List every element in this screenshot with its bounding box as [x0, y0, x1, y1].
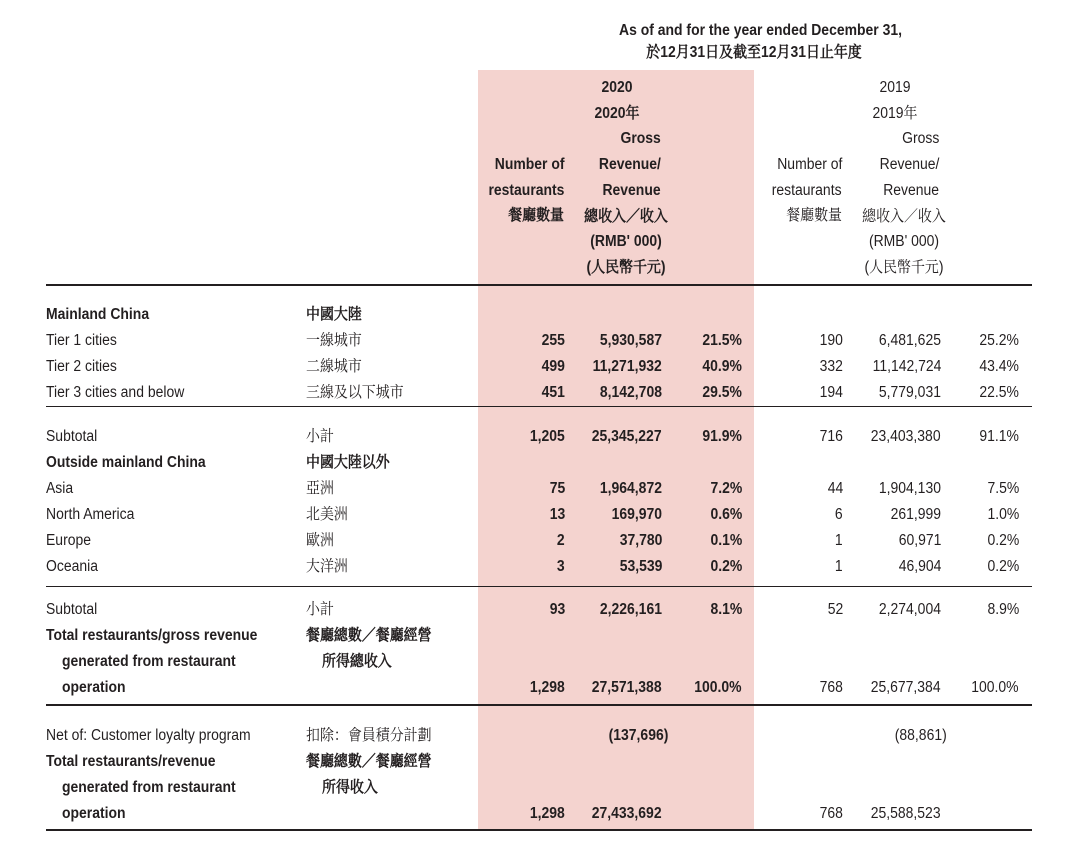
row-label-zh: 大洋洲 — [306, 558, 348, 575]
row-label: Outside mainland China — [46, 454, 206, 471]
column-year: 2019 — [879, 79, 911, 96]
cell-share-2020: 29.5% — [702, 384, 742, 401]
cell-revenue-2020: 37,780 — [619, 532, 662, 549]
cell-restaurants-2019: 6 — [835, 506, 843, 523]
cell-share-2020: 7.2% — [710, 480, 742, 497]
revenue-column-header: Revenue/ — [598, 156, 661, 174]
cell-revenue-2019: 60,971 — [898, 532, 941, 549]
cell-restaurants-2019: 44 — [827, 480, 843, 497]
revenue-column-header: Revenue/ — [879, 156, 939, 174]
cell-restaurants-2019: 332 — [819, 358, 843, 375]
cell-share-2020: 21.5% — [702, 332, 742, 349]
revenue-column-header: Gross — [620, 130, 661, 148]
row-label: generated from restaurant — [62, 652, 236, 670]
section-rule — [46, 586, 1032, 587]
row-label: Europe — [46, 532, 91, 549]
cell-revenue-2019: 2,274,004 — [878, 601, 941, 618]
revenue-column-header: (RMB' 000) — [868, 233, 940, 251]
cell-restaurants-2019: 768 — [819, 804, 843, 822]
cell-revenue-2020: (137,696) — [608, 727, 668, 744]
restaurants-column-header: 餐廳數量 — [508, 207, 564, 225]
revenue-column-header: Revenue — [602, 181, 661, 199]
cell-revenue-2019: 5,779,031 — [878, 384, 941, 401]
row-label-zh: 北美洲 — [306, 506, 348, 523]
row-label-zh: 小計 — [306, 428, 334, 445]
revenue-column-header: 總收入／收入 — [862, 207, 946, 225]
cell-restaurants-2019: 52 — [827, 601, 843, 618]
cell-share-2019: 8.9% — [987, 601, 1019, 618]
row-label-zh: 所得總收入 — [322, 652, 392, 670]
cell-share-2019: 25.2% — [979, 332, 1019, 349]
cell-restaurants-2020: 2 — [557, 532, 565, 549]
row-label: Asia — [46, 480, 74, 497]
row-label: Oceania — [46, 558, 98, 575]
cell-restaurants-2020: 75 — [549, 480, 565, 497]
cell-revenue-2020: 2,226,161 — [599, 601, 662, 618]
cell-restaurants-2019: 190 — [819, 332, 843, 349]
revenue-column-header: (人民幣千元) — [864, 258, 944, 276]
cell-restaurants-2020: 3 — [557, 558, 565, 575]
column-year-zh: 2020年 — [594, 104, 640, 122]
cell-share-2019: 43.4% — [979, 358, 1019, 375]
cell-revenue-2019: 11,142,724 — [872, 358, 941, 375]
restaurants-column-header: restaurants — [772, 181, 842, 199]
row-label: Total restaurants/gross revenue — [46, 627, 258, 644]
cell-share-2019: 91.1% — [979, 428, 1019, 445]
row-label: Tier 2 cities — [46, 358, 117, 375]
cell-revenue-2020: 169,970 — [611, 506, 662, 523]
cell-restaurants-2020: 93 — [549, 601, 565, 618]
cell-revenue-2019: 25,588,523 — [871, 804, 941, 822]
section-rule — [46, 406, 1032, 407]
cell-restaurants-2020: 13 — [549, 506, 565, 523]
restaurants-column-header: Number of — [494, 156, 564, 173]
cell-revenue-2020: 8,142,708 — [599, 384, 662, 401]
restaurants-column-header: 餐廳數量 — [786, 207, 842, 225]
row-label: Mainland China — [46, 306, 150, 323]
cell-share-2020: 0.2% — [710, 558, 742, 575]
period-title-zh: 於12月31日及截至12月31日止年度 — [646, 44, 862, 61]
row-label: generated from restaurant — [62, 778, 236, 796]
row-label-zh: 中國大陸 — [306, 306, 362, 323]
cell-restaurants-2019: 768 — [819, 678, 843, 696]
row-label: operation — [62, 678, 126, 696]
cell-share-2020: 100.0% — [694, 678, 742, 696]
revenue-column-header: Gross — [901, 130, 939, 148]
cell-restaurants-2020: 499 — [541, 358, 565, 375]
header-rule — [46, 284, 1032, 286]
cell-revenue-2019: 23,403,380 — [871, 428, 941, 445]
row-label: Tier 1 cities — [46, 332, 117, 349]
cell-revenue-2019: 6,481,625 — [878, 332, 941, 349]
row-label-zh: 一線城市 — [306, 332, 362, 349]
row-label: Total restaurants/revenue — [46, 753, 216, 770]
cell-revenue-2020: 27,571,388 — [592, 678, 662, 696]
cell-revenue-2019: 46,904 — [898, 558, 941, 575]
cell-share-2020: 0.1% — [710, 532, 742, 549]
revenue-column-header: 總收入／收入 — [584, 207, 668, 225]
cell-revenue-2019: 1,904,130 — [878, 480, 941, 497]
row-label-zh: 二線城市 — [306, 358, 362, 375]
row-label: North America — [46, 506, 135, 523]
cell-revenue-2019: (88,861) — [895, 727, 947, 744]
row-label-zh: 中國大陸以外 — [306, 454, 390, 471]
row-label-zh: 餐廳總數／餐廳經營 — [306, 753, 432, 770]
cell-restaurants-2019: 194 — [819, 384, 843, 401]
cell-share-2019: 0.2% — [987, 558, 1019, 575]
row-label-zh: 所得收入 — [322, 778, 378, 796]
row-label-zh: 三線及以下城市 — [306, 384, 404, 401]
row-label: Subtotal — [46, 601, 98, 618]
revenue-column-header: Revenue — [883, 181, 939, 199]
cell-revenue-2020: 25,345,227 — [592, 428, 662, 445]
cell-revenue-2020: 5,930,587 — [599, 332, 662, 349]
cell-restaurants-2020: 1,205 — [530, 428, 565, 445]
revenue-column-header: (人民幣千元) — [586, 258, 666, 276]
cell-share-2020: 91.9% — [702, 428, 742, 445]
column-year-zh: 2019年 — [872, 104, 918, 122]
cell-revenue-2019: 261,999 — [890, 506, 941, 523]
cell-share-2019: 7.5% — [987, 480, 1019, 497]
period-title: As of and for the year ended December 31, — [619, 22, 902, 39]
cell-restaurants-2020: 1,298 — [530, 678, 565, 696]
restaurants-column-header: Number of — [776, 156, 842, 173]
cell-restaurants-2019: 716 — [819, 428, 843, 445]
cell-revenue-2020: 53,539 — [619, 558, 662, 575]
row-label-zh: 扣除：會員積分計劃 — [306, 727, 432, 744]
cell-revenue-2020: 11,271,932 — [592, 358, 662, 375]
cell-share-2020: 40.9% — [702, 358, 742, 375]
bottom-rule — [46, 829, 1032, 831]
row-label-zh: 餐廳總數／餐廳經營 — [306, 627, 432, 644]
cell-restaurants-2020: 1,298 — [530, 804, 565, 822]
revenue-column-header: (RMB' 000) — [590, 233, 662, 251]
cell-share-2019: 0.2% — [987, 532, 1019, 549]
row-label: Subtotal — [46, 428, 98, 445]
cell-share-2019: 22.5% — [979, 384, 1019, 401]
row-label-zh: 亞洲 — [306, 480, 334, 497]
row-label-zh: 歐洲 — [306, 532, 334, 549]
row-label-zh: 小計 — [306, 601, 334, 618]
cell-revenue-2019: 25,677,384 — [871, 678, 941, 696]
cell-restaurants-2020: 451 — [541, 384, 565, 401]
row-label: Net of: Customer loyalty program — [46, 727, 251, 744]
restaurants-column-header: restaurants — [488, 181, 564, 199]
cell-restaurants-2019: 1 — [835, 558, 843, 575]
row-label: operation — [62, 804, 126, 822]
cell-revenue-2020: 1,964,872 — [599, 480, 662, 497]
cell-share-2020: 8.1% — [710, 601, 742, 618]
cell-share-2019: 1.0% — [987, 506, 1019, 523]
cell-restaurants-2019: 1 — [835, 532, 843, 549]
cell-share-2019: 100.0% — [971, 678, 1019, 696]
column-year: 2020 — [601, 79, 633, 96]
total-rule — [46, 704, 1032, 706]
cell-restaurants-2020: 255 — [541, 332, 565, 349]
cell-share-2020: 0.6% — [710, 506, 742, 523]
row-label: Tier 3 cities and below — [46, 384, 185, 401]
cell-revenue-2020: 27,433,692 — [592, 804, 662, 822]
